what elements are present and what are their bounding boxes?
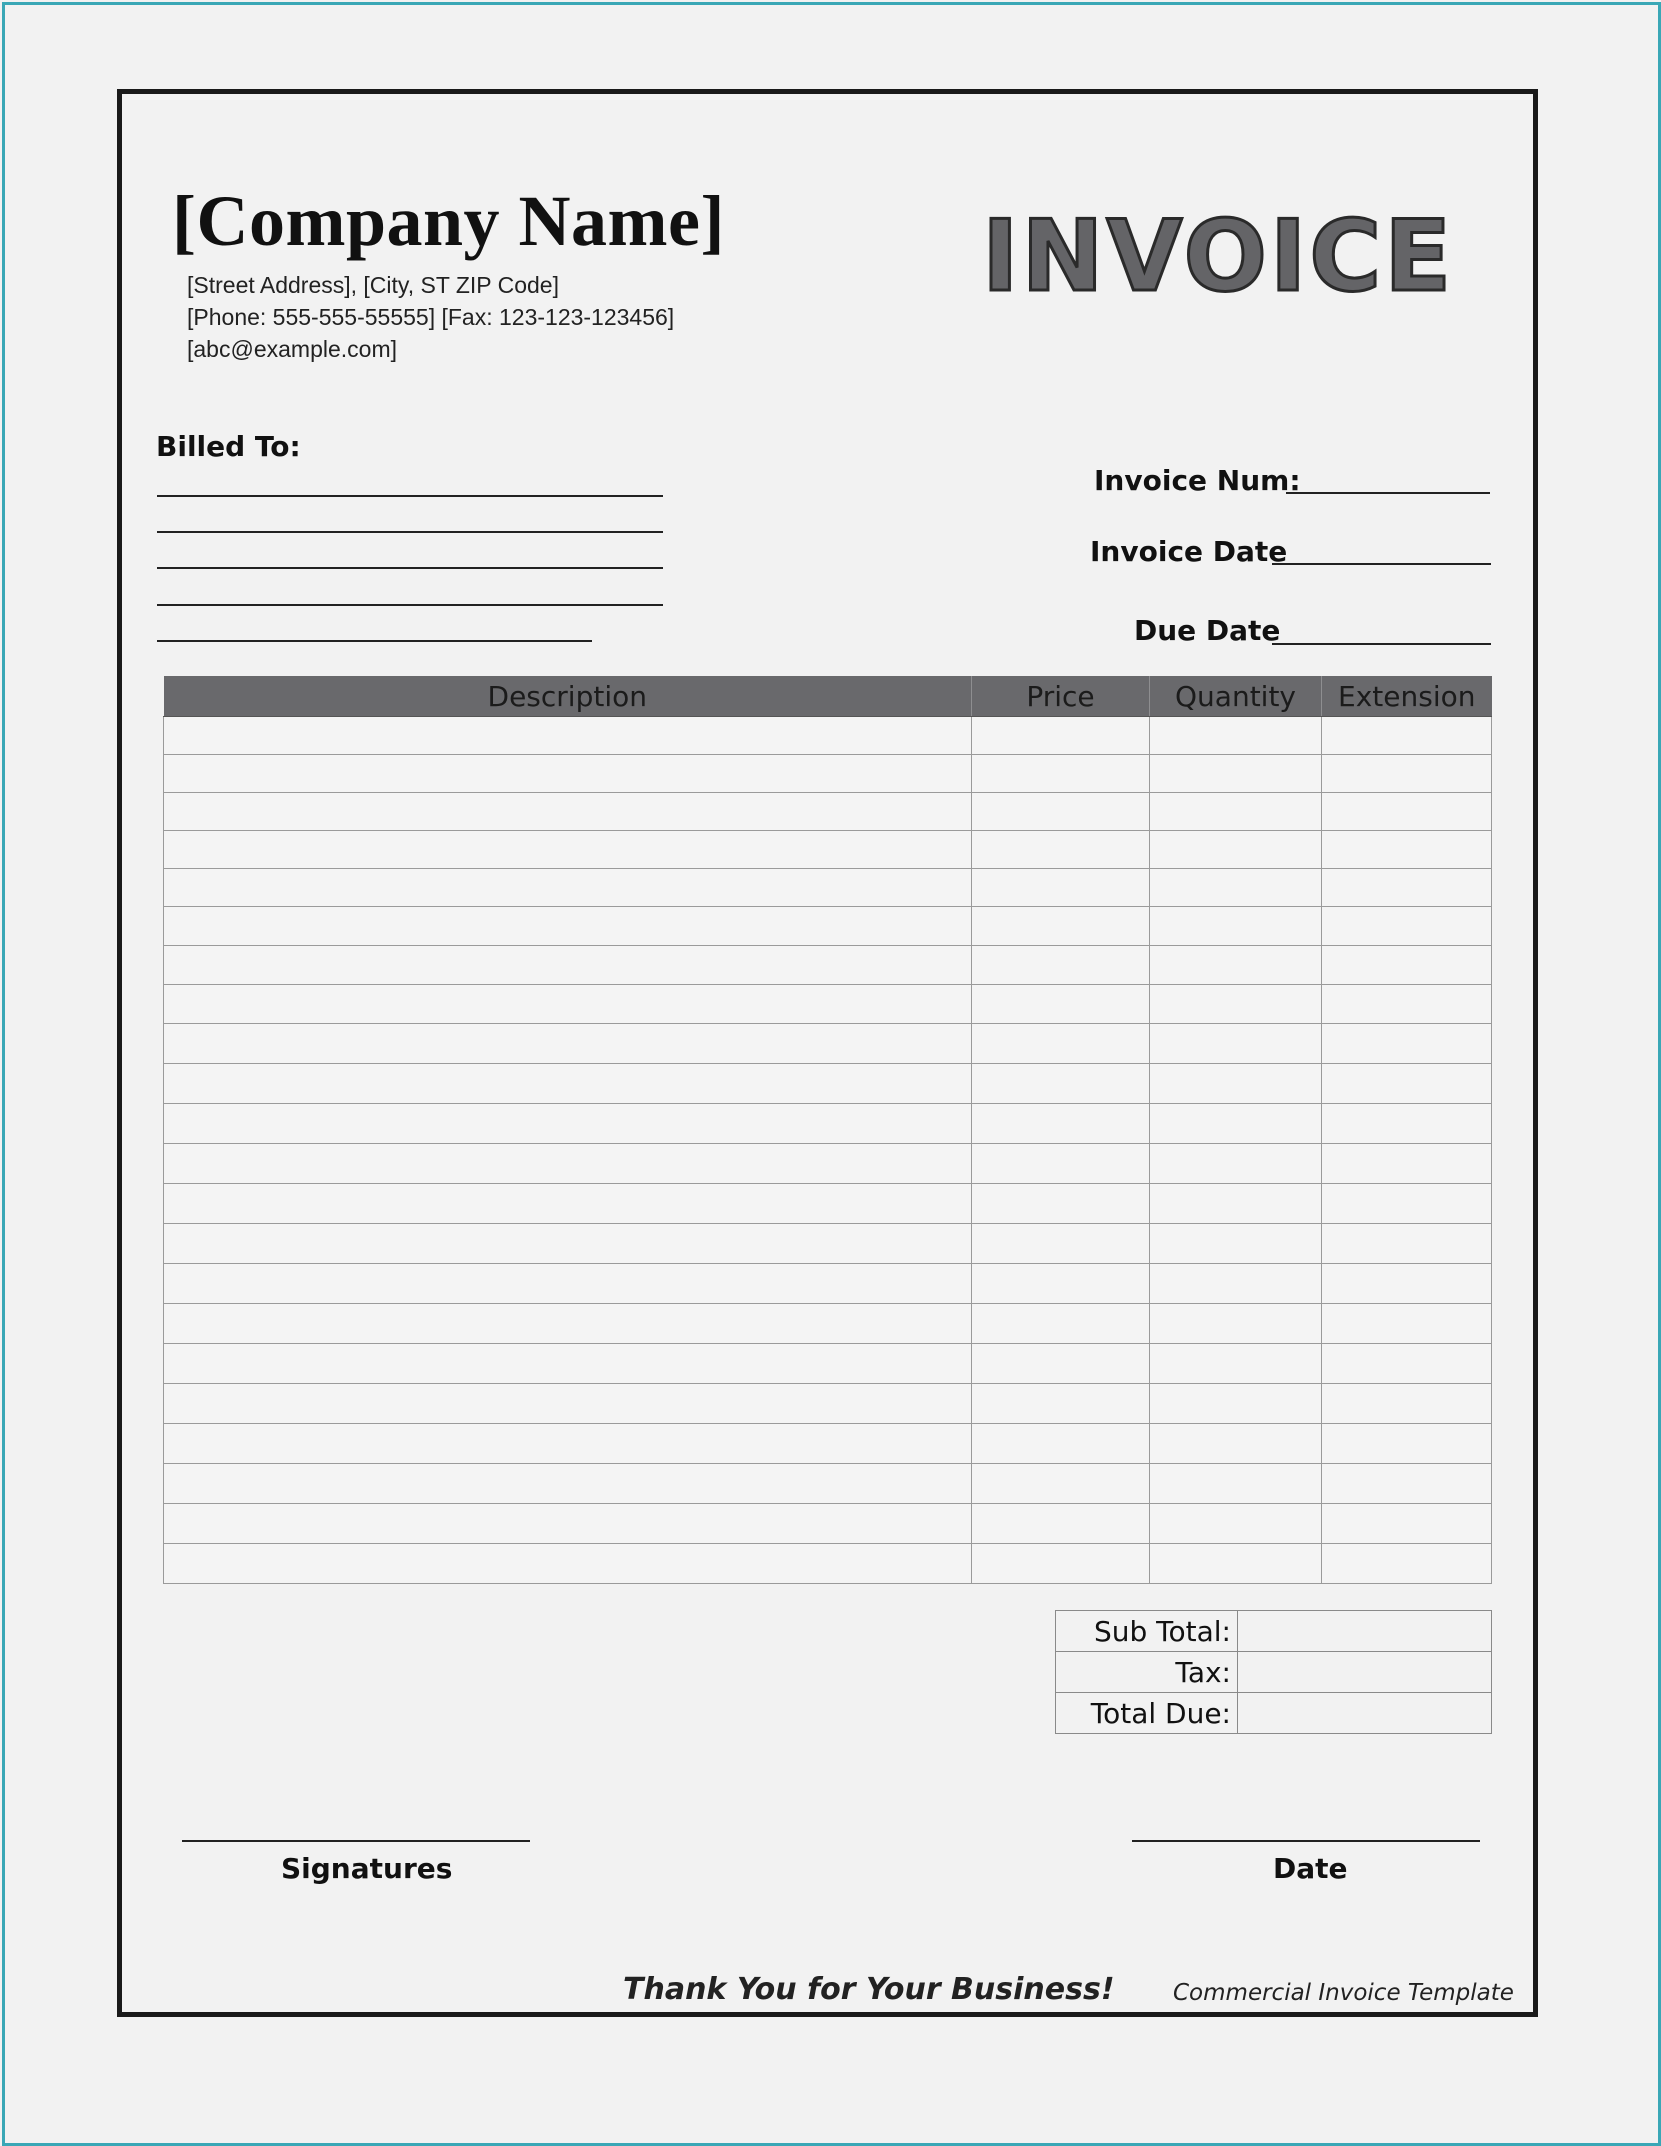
table-header-row xyxy=(164,676,1492,717)
table-row xyxy=(164,1184,1492,1224)
cell-quantity[interactable] xyxy=(1150,1224,1322,1264)
cell-extension[interactable] xyxy=(1322,1384,1492,1424)
template-name: Commercial Invoice Template xyxy=(1173,1980,1514,2006)
cell-price[interactable] xyxy=(972,1424,1150,1464)
total-due-value[interactable] xyxy=(1238,1693,1492,1734)
cell-quantity[interactable] xyxy=(1150,1504,1322,1544)
cell-quantity[interactable] xyxy=(1150,717,1322,755)
table-row xyxy=(164,946,1492,985)
cell-quantity[interactable] xyxy=(1150,831,1322,869)
date-signature-line[interactable] xyxy=(1132,1840,1480,1842)
cell-extension[interactable] xyxy=(1322,1024,1492,1064)
table-row xyxy=(164,985,1492,1024)
cell-description[interactable] xyxy=(164,1024,972,1064)
cell-extension[interactable] xyxy=(1322,1544,1492,1584)
cell-extension[interactable] xyxy=(1322,1104,1492,1144)
invoice-date-label: Invoice Date xyxy=(1090,535,1288,568)
subtotal-row xyxy=(1056,1611,1492,1652)
tax-value[interactable] xyxy=(1238,1652,1492,1693)
cell-quantity[interactable] xyxy=(1150,1424,1322,1464)
cell-description[interactable] xyxy=(164,1344,972,1384)
line-items-table xyxy=(163,676,1492,1584)
table-row xyxy=(164,869,1492,907)
cell-description[interactable] xyxy=(164,1304,972,1344)
cell-description[interactable] xyxy=(164,1064,972,1104)
cell-quantity[interactable] xyxy=(1150,946,1322,985)
cell-price[interactable] xyxy=(972,1224,1150,1264)
cell-quantity[interactable] xyxy=(1150,1104,1322,1144)
cell-price[interactable] xyxy=(972,1024,1150,1064)
cell-extension[interactable] xyxy=(1322,755,1492,793)
cell-price[interactable] xyxy=(972,1104,1150,1144)
cell-description[interactable] xyxy=(164,793,972,831)
totals-table xyxy=(1055,1610,1492,1734)
cell-quantity[interactable] xyxy=(1150,907,1322,946)
cell-extension[interactable] xyxy=(1322,1464,1492,1504)
cell-extension[interactable] xyxy=(1322,1424,1492,1464)
table-row xyxy=(164,1424,1492,1464)
cell-quantity[interactable] xyxy=(1150,793,1322,831)
header-price: Price xyxy=(972,676,1150,717)
table-row xyxy=(164,1024,1492,1064)
table-body xyxy=(164,717,1492,1584)
invoice-num-field[interactable] xyxy=(1286,492,1490,494)
cell-extension[interactable] xyxy=(1322,1224,1492,1264)
table-row xyxy=(164,1144,1492,1184)
cell-extension[interactable] xyxy=(1322,907,1492,946)
cell-extension[interactable] xyxy=(1322,717,1492,755)
cell-quantity[interactable] xyxy=(1150,1264,1322,1304)
cell-description[interactable] xyxy=(164,1104,972,1144)
cell-quantity[interactable] xyxy=(1150,755,1322,793)
signatures-label: Signatures xyxy=(281,1852,453,1885)
cell-description[interactable] xyxy=(164,1424,972,1464)
table-row xyxy=(164,793,1492,831)
table-row xyxy=(164,1504,1492,1544)
subtotal-value[interactable] xyxy=(1238,1611,1492,1652)
cell-price[interactable] xyxy=(972,1184,1150,1224)
cell-price[interactable] xyxy=(972,831,1150,869)
cell-quantity[interactable] xyxy=(1150,1184,1322,1224)
cell-extension[interactable] xyxy=(1322,1184,1492,1224)
cell-extension[interactable] xyxy=(1322,985,1492,1024)
cell-price[interactable] xyxy=(972,717,1150,755)
header-extension: Extension xyxy=(1322,676,1492,717)
cell-extension[interactable] xyxy=(1322,1144,1492,1184)
table-row xyxy=(164,1384,1492,1424)
total-due-row xyxy=(1056,1693,1492,1734)
cell-price[interactable] xyxy=(972,1344,1150,1384)
billed-to-line[interactable] xyxy=(157,531,663,533)
cell-price[interactable] xyxy=(972,1464,1150,1504)
cell-extension[interactable] xyxy=(1322,1504,1492,1544)
table-row xyxy=(164,717,1492,755)
cell-price[interactable] xyxy=(972,946,1150,985)
cell-price[interactable] xyxy=(972,1384,1150,1424)
subtotal-label: Sub Total: xyxy=(1056,1611,1238,1652)
cell-description[interactable] xyxy=(164,1544,972,1584)
cell-quantity[interactable] xyxy=(1150,1544,1322,1584)
company-phone-fax: [Phone: 555-555-55555] [Fax: 123-123-123456] xyxy=(187,304,675,330)
billed-to-line[interactable] xyxy=(157,495,663,497)
table-row xyxy=(164,831,1492,869)
table-row xyxy=(164,907,1492,946)
header-quantity: Quantity xyxy=(1150,676,1322,717)
cell-description[interactable] xyxy=(164,1224,972,1264)
cell-description[interactable] xyxy=(164,985,972,1024)
cell-price[interactable] xyxy=(972,755,1150,793)
table-row xyxy=(164,1104,1492,1144)
table-row xyxy=(164,1304,1492,1344)
cell-description[interactable] xyxy=(164,1184,972,1224)
cell-price[interactable] xyxy=(972,1264,1150,1304)
table-row xyxy=(164,1344,1492,1384)
cell-description[interactable] xyxy=(164,717,972,755)
cell-extension[interactable] xyxy=(1322,946,1492,985)
cell-extension[interactable] xyxy=(1322,793,1492,831)
cell-quantity[interactable] xyxy=(1150,1024,1322,1064)
cell-description[interactable] xyxy=(164,869,972,907)
invoice-num-label: Invoice Num: xyxy=(1094,464,1301,497)
cell-description[interactable] xyxy=(164,1504,972,1544)
cell-description[interactable] xyxy=(164,907,972,946)
cell-extension[interactable] xyxy=(1322,1264,1492,1304)
billed-to-line[interactable] xyxy=(157,640,592,642)
invoice-title: INVOICE xyxy=(982,200,1455,314)
signature-line[interactable] xyxy=(182,1840,530,1842)
cell-quantity[interactable] xyxy=(1150,1144,1322,1184)
cell-extension[interactable] xyxy=(1322,1304,1492,1344)
table-row xyxy=(164,1064,1492,1104)
cell-quantity[interactable] xyxy=(1150,869,1322,907)
cell-description[interactable] xyxy=(164,1384,972,1424)
table-row xyxy=(164,755,1492,793)
tax-row xyxy=(1056,1652,1492,1693)
company-name: [Company Name] xyxy=(172,181,725,261)
cell-extension[interactable] xyxy=(1322,831,1492,869)
cell-description[interactable] xyxy=(164,755,972,793)
cell-quantity[interactable] xyxy=(1150,985,1322,1024)
cell-price[interactable] xyxy=(972,1544,1150,1584)
cell-price[interactable] xyxy=(972,1304,1150,1344)
billed-to-label: Billed To: xyxy=(156,430,301,463)
cell-description[interactable] xyxy=(164,831,972,869)
billed-to-line[interactable] xyxy=(157,567,663,569)
date-label: Date xyxy=(1273,1852,1348,1885)
cell-description[interactable] xyxy=(164,946,972,985)
table-row xyxy=(164,1264,1492,1304)
cell-price[interactable] xyxy=(972,985,1150,1024)
thank-you-note: Thank You for Your Business! xyxy=(623,1972,1115,2007)
tax-label: Tax: xyxy=(1056,1652,1238,1693)
invoice-date-field[interactable] xyxy=(1272,563,1491,565)
table-row xyxy=(164,1224,1492,1264)
cell-price[interactable] xyxy=(972,1064,1150,1104)
cell-price[interactable] xyxy=(972,1144,1150,1184)
cell-description[interactable] xyxy=(164,1464,972,1504)
cell-extension[interactable] xyxy=(1322,1064,1492,1104)
cell-price[interactable] xyxy=(972,1504,1150,1544)
table-row xyxy=(164,1464,1492,1504)
cell-price[interactable] xyxy=(972,793,1150,831)
cell-quantity[interactable] xyxy=(1150,1304,1322,1344)
cell-price[interactable] xyxy=(972,869,1150,907)
table-row xyxy=(164,1544,1492,1584)
cell-quantity[interactable] xyxy=(1150,1344,1322,1384)
billed-to-line[interactable] xyxy=(157,604,663,606)
company-email: [abc@example.com] xyxy=(187,336,397,362)
cell-price[interactable] xyxy=(972,907,1150,946)
cell-description[interactable] xyxy=(164,1144,972,1184)
header-description: Description xyxy=(164,676,972,717)
cell-extension[interactable] xyxy=(1322,1344,1492,1384)
cell-extension[interactable] xyxy=(1322,869,1492,907)
due-date-field[interactable] xyxy=(1272,643,1491,645)
due-date-label: Due Date xyxy=(1134,614,1281,647)
cell-description[interactable] xyxy=(164,1264,972,1304)
cell-quantity[interactable] xyxy=(1150,1064,1322,1104)
cell-quantity[interactable] xyxy=(1150,1384,1322,1424)
company-address: [Street Address], [City, ST ZIP Code] xyxy=(187,272,559,298)
cell-quantity[interactable] xyxy=(1150,1464,1322,1504)
total-due-label: Total Due: xyxy=(1056,1693,1238,1734)
